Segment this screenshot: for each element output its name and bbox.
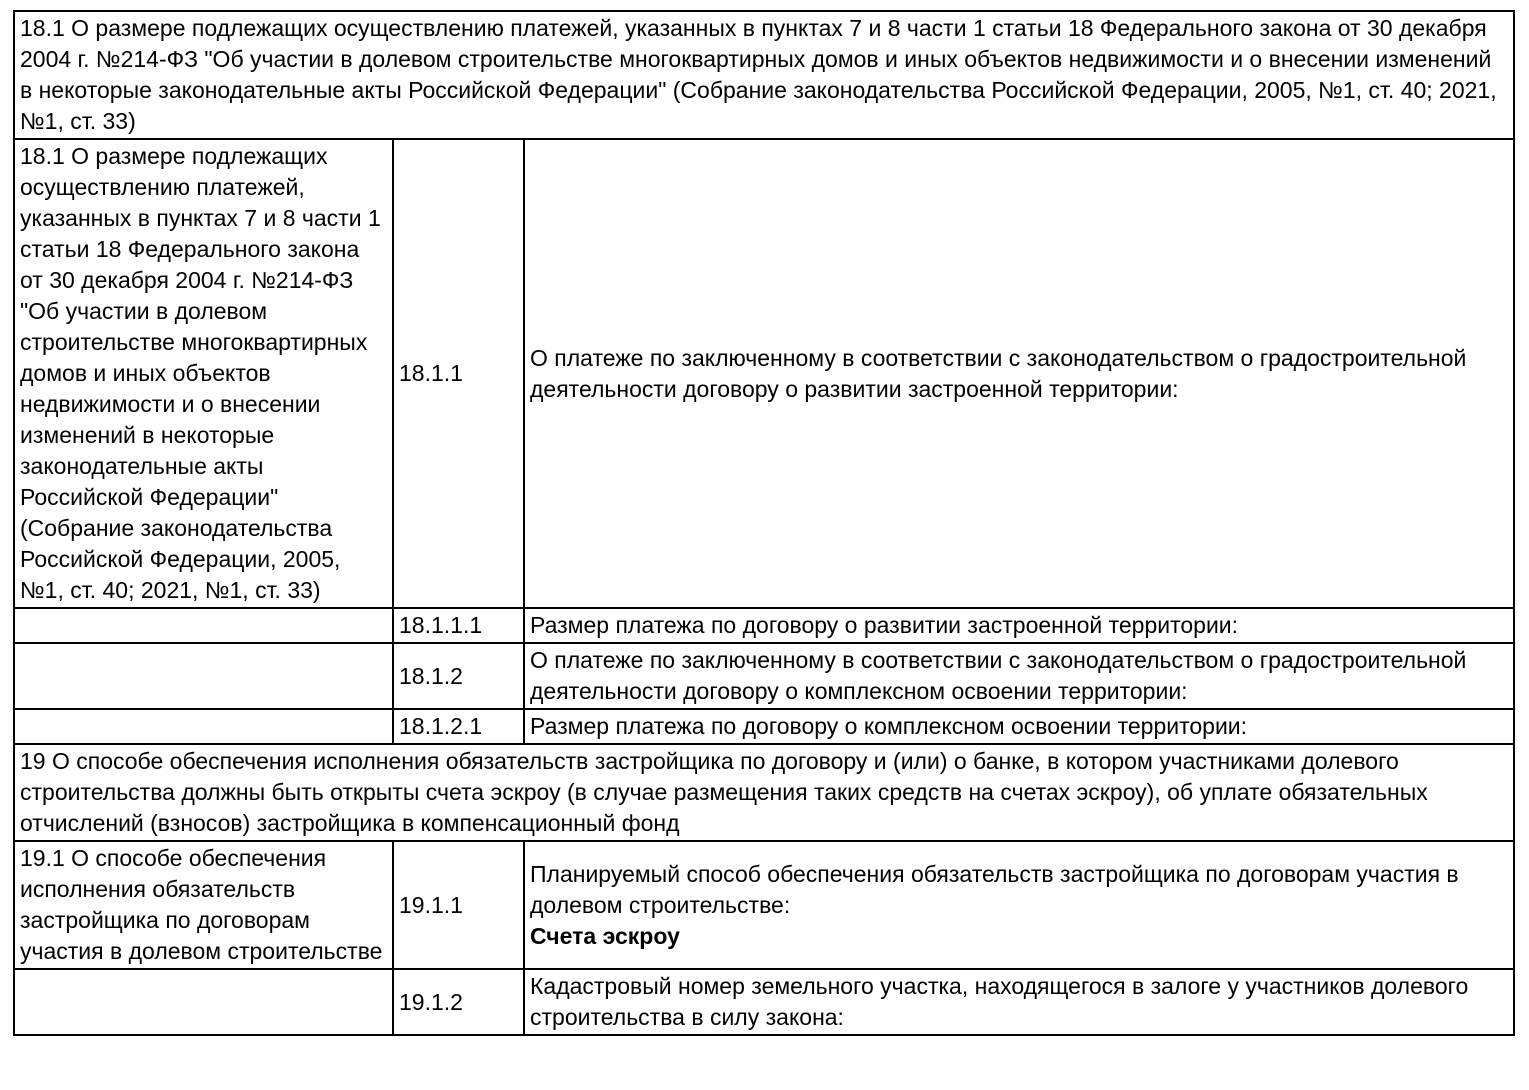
row-content-text: О платеже по заключенному в соответствии с законодательством о градостроительной деятельности договору о комплексном освоении территории: — [530, 647, 1467, 704]
table-row-section-18-1 — [14, 11, 1514, 139]
table-row-18-1-2 — [14, 643, 1514, 709]
table-row-18-1-1 — [14, 139, 1514, 608]
row-code-cell: 18.1.2 — [393, 643, 524, 709]
project-declaration-table — [13, 10, 1515, 1036]
row-content-value: Счета эскроу — [530, 922, 680, 949]
row-code-cell: 19.1.1 — [393, 841, 524, 969]
row-content-cell — [524, 841, 1514, 969]
row-code-cell: 18.1.2.1 — [393, 709, 524, 744]
table-row-18-1-1-1 — [14, 608, 1514, 643]
row-content-cell — [524, 608, 1514, 643]
row-code-cell: 18.1.1 — [393, 139, 524, 608]
row-topic-cell: 19.1 О способе обеспечения исполнения обязательств застройщика по договорам участия в долевом строительстве — [14, 841, 393, 969]
table-row-19-1-1 — [14, 841, 1514, 969]
row-topic-cell-empty — [14, 608, 393, 643]
row-content-text: Размер платежа по договору о комплексном освоении территории: — [530, 713, 1248, 739]
row-content-text: Размер платежа по договору о развитии застроенной территории: — [530, 612, 1239, 638]
section-header-19: 19 О способе обеспечения исполнения обязательств застройщика по договору и (или) о банке, в котором участниками долевого строительства должны быть открыты счета эскроу (в случае размещения таких средств на счетах эскроу), об уплате обязательных отчислений (взносов) застройщика в компенсационный фонд — [14, 744, 1514, 841]
section-header-18-1: 18.1 О размере подлежащих осуществлению платежей, указанных в пунктах 7 и 8 части 1 статьи 18 Федерального закона от 30 декабря 2004 г. №214-ФЗ "Об участии в долевом строительстве многоквартирных домов и иных объектов недвижимости и о внесении изменений в некоторые законодательные акты Российской Федерации" (Собрание законодательства Российской Федерации, 2005, №1, ст. 40; 2021, №1, ст. 33) — [14, 11, 1514, 139]
row-topic-cell: 18.1 О размере подлежащих осуществлению платежей, указанных в пунктах 7 и 8 части 1 статьи 18 Федерального закона от 30 декабря 2004 г. №214-ФЗ "Об участии в долевом строительстве многоквартирных домов и иных объектов недвижимости и о внесении изменений в некоторые законодательные акты Российской Федерации" (Собрание законодательства Российской Федерации, 2005, №1, ст. 40; 2021, №1, ст. 33) — [14, 139, 393, 608]
row-topic-cell-empty — [14, 643, 393, 709]
row-content-cell — [524, 709, 1514, 744]
row-topic-cell-empty — [14, 709, 393, 744]
row-content-text: Планируемый способ обеспечения обязательств застройщика по договорам участия в долевом строительстве: — [530, 860, 1459, 918]
row-content-text: Кадастровый номер земельного участка, находящегося в залоге у участников долевого строительства в силу закона: — [530, 973, 1469, 1030]
table-row-18-1-2-1 — [14, 709, 1514, 744]
row-code-cell: 19.1.2 — [393, 969, 524, 1035]
row-topic-cell-empty — [14, 969, 393, 1035]
row-content-text: О платеже по заключенному в соответствии с законодательством о градостроительной деятельности договору о развитии застроенной территории: — [530, 344, 1467, 402]
row-content-cell — [524, 643, 1514, 709]
row-code-cell: 18.1.1.1 — [393, 608, 524, 643]
table-row-section-19 — [14, 744, 1514, 841]
row-content-cell — [524, 139, 1514, 608]
table-row-19-1-2 — [14, 969, 1514, 1035]
row-content-cell — [524, 969, 1514, 1035]
